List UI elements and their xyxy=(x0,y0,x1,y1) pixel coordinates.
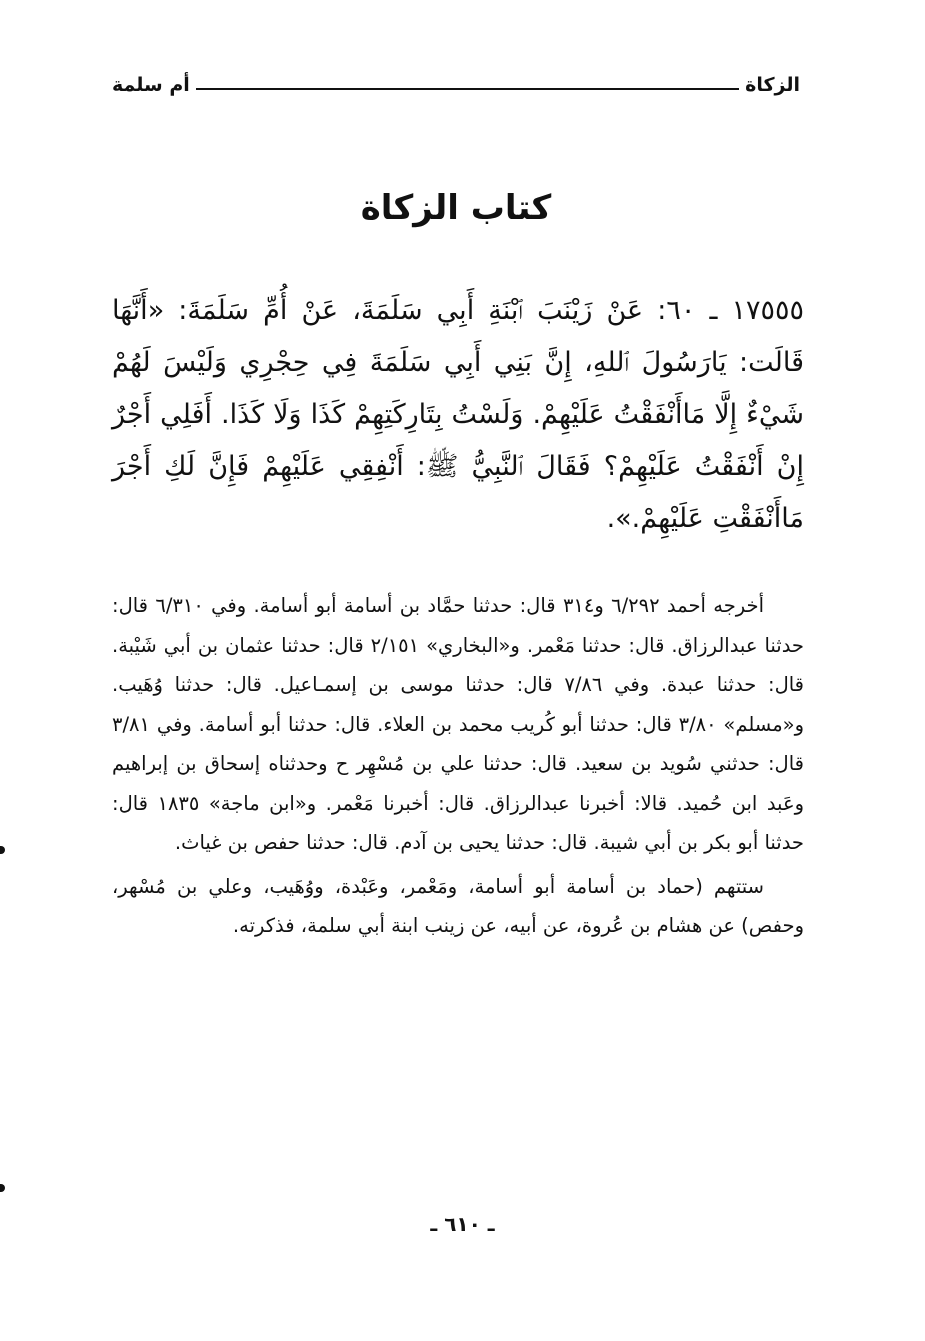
hadith-body: عَنْ زَيْنَبَ ٱبْنَةِ أَبِي سَلَمَةَ، عَنْ أُمِّ سَلَمَةَ: «أَنَّهَا قَالَت: يَارَسُولَ ٱللهِ، إِنَّ بَنِي أَبِي سَلَمَةَ فِي حِجْرِي وَلَيْسَ لَهُمْ شَيْءٌ إِلَّا مَاأَنْفَقْتُ عَلَيْهِمْ. وَلَسْتُ بِتَارِكَتِهِمْ كَذَا وَلَا كَذَا. أَفَلِي أَجْرٌ إِنْ أَنْفَقْتُ عَلَيْهِمْ؟ فَقَالَ ٱلنَّبِيُّ ﷺ: أَنْفِقِي عَلَيْهِمْ فَإِنَّ لَكِ أَجْرَ مَاأَنْفَقْتِ عَلَيْهِمْ.». xyxy=(112,295,804,534)
header-rule xyxy=(196,88,739,90)
header-section-title: الزكاة xyxy=(745,74,800,96)
takhrij-paragraph: أخرجه أحمد ٦/٢٩٢ و٣١٤ قال: حدثنا حمَّاد بن أسامة أبو أسامة. وفي ٦/٣١٠ قال: حدثنا عبدالرزاق. قال: حدثنا مَعْمر. و«البخاري» ٢/١٥١ قال: حدثنا عثمان بن أبي شَيْبة. قال: حدثنا عبدة. وفي ٧/٨٦ قال: حدثنا موسى بن إسمـاعيل. قال: حدثنا وُهَيب. و«مسلم» ٣/٨٠ قال: حدثنا أبو كُريب محمد بن العلاء. قال: حدثنا أبو أسامة. وفي ٣/٨١ قال: حدثني سُويد بن سعيد. قال: حدثنا علي بن مُسْهِر ح وحدثناه إسحاق بن إبراهيم وعَبد ابن حُميد. قالا: أخبرنا عبدالرزاق. قال: أخبرنا مَعْمر. و«ابن ماجة» ١٨٣٥ قال: حدثنا أبو بكر بن أبي شيبة. قال: حدثنا يحيى بن آدم. قال: حدثنا حفص بن غياث. xyxy=(112,594,804,854)
running-header xyxy=(112,68,800,102)
hadith-text-block xyxy=(112,285,804,545)
takhrij-block xyxy=(112,586,804,946)
takhrij-summary-paragraph: ستتهم (حماد بن أسامة أبو أسامة، ومَعْمر، وعَبْدة، ووُهَيب، وعلي بن مُسْهر، وحفص) عن هشام بن عُروة، عن أبيه، عن زينب ابنة أبي سلمة، فذكرته. xyxy=(112,874,804,937)
hadith-number: ١٧٥٥٥ ـ ٦٠: xyxy=(657,295,805,326)
page-number: ـ ٦١٠ ـ xyxy=(430,1212,495,1236)
header-narrator-title: أم سلمة xyxy=(112,74,190,96)
scan-edge-mark xyxy=(0,846,5,854)
scan-edge-mark xyxy=(0,1184,5,1192)
chapter-title: كتاب الزكاة xyxy=(360,188,552,228)
